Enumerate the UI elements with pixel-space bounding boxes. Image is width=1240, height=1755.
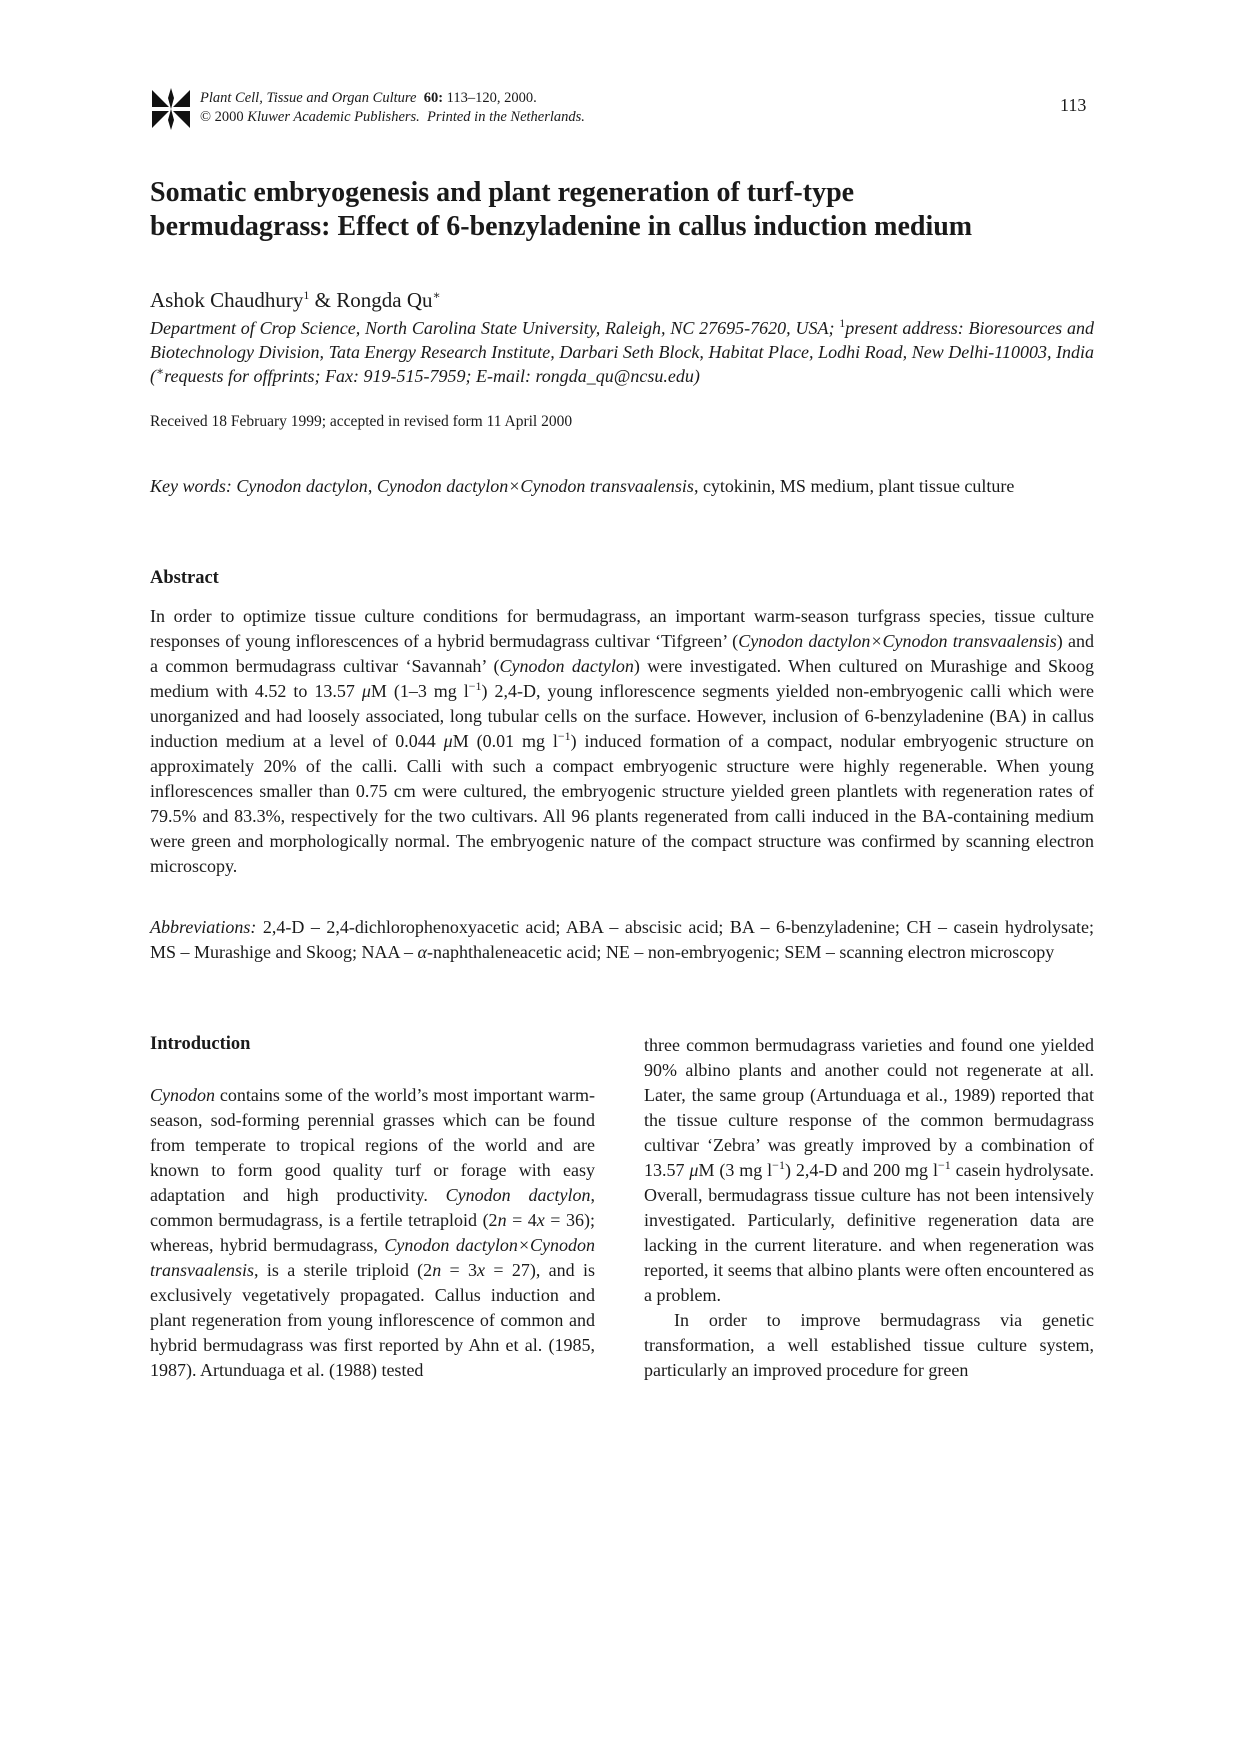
author-1-footnote: 1	[303, 288, 310, 302]
affiliation	[150, 316, 1094, 388]
abstract-species-2: Cynodon dactylon	[499, 656, 634, 676]
author-2: Rongda Qu	[336, 288, 433, 312]
title-line-2: bermudagrass: Effect of 6-benzyladenine in callus induction medium	[150, 211, 973, 242]
journal-line-1	[200, 89, 585, 108]
paragraph: In order to improve bermudagrass via genetic transformation, a well established tissue culture system, particularly an improved procedure for green	[644, 1310, 1094, 1380]
text-run: = 36); whereas, hybrid bermudagrass,	[150, 1210, 595, 1255]
affiliation-requests: requests for offprints; Fax: 919-515-7959; E-mail: rongda_qu@ncsu.edu)	[164, 366, 700, 386]
affiliation-sup: 1	[839, 316, 846, 330]
body-column-left	[150, 1083, 595, 1383]
affiliation-main: Department of Crop Science, North Carolina State University, Raleigh, NC 27695-7620, USA;	[150, 318, 835, 338]
introduction-heading: Introduction	[150, 1034, 251, 1054]
abstract-part: ) induced formation of a compact, nodular embryogenic structure on approximately 20% of the calli. Calli with such a compact embryogenic structure were highly regenerable. When young inflorescences smaller than 0.75 cm were cultured, the embryogenic structure yielded green plantlets with regeneration rates of 79.5% and 83.3%, respectively for the two cultivars. All 96 plants regenerated from calli induced in the BA-containing medium were green and morphologically normal. The embryogenic nature of the compact structure was confirmed by scanning electron microscopy.	[150, 731, 1094, 876]
copyright-year: 2000	[214, 109, 244, 125]
author-separator: &	[309, 288, 337, 312]
keyword-1: Cynodon dactylon	[236, 476, 368, 496]
math-mu: μ	[689, 1160, 699, 1180]
abstract-part: ) and a common bermudagrass cultivar ‘Savannah’ (	[150, 631, 1095, 676]
abstract-part: M (1–3 mg l	[370, 681, 469, 701]
superscript: −1	[772, 1158, 785, 1172]
abstract-part: In order to optimize tissue culture conditions for bermudagrass, an important warm-season turfgrass species, tissue culture responses of young inflorescences of a hybrid bermudagrass cultivar ‘Tifgreen’ (	[150, 606, 1094, 651]
abstract-sup: −1	[468, 679, 482, 693]
math-var: x	[477, 1260, 486, 1280]
text-run: contains some of the world’s most important warm-season, sod-forming perennial grasses which can be found from temperate to tropical regions of the world and are known to form good quality turf or forage with easy adaptation and high productivity.	[150, 1085, 595, 1205]
keywords: Key words: Cynodon dactylon, Cynodon dactylon×Cynodon transvaalensis, cytokinin, MS medium, plant tissue culture	[150, 476, 1015, 496]
keywords-rest: , cytokinin, MS medium, plant tissue culture	[693, 476, 1015, 496]
text-run: = 4	[506, 1210, 537, 1230]
text-run: three common bermudagrass varieties and found one yielded 90% albino plants and another could not regenerate at all. Later, the same group (Artunduaga et al., 1989) reported that the tissue culture response of the common bermudagrass cultivar ‘Zebra’ was greatly improved by a combination of 13.57	[644, 1035, 1094, 1180]
abbreviations	[150, 915, 1094, 965]
math-var: x	[536, 1210, 545, 1230]
journal-volume: 60:	[423, 90, 444, 106]
author-list	[150, 288, 441, 313]
math-var: n	[497, 1210, 507, 1230]
abstract-part: ) were investigated. When cultured on Murashige and Skoog medium with 4.52 to 13.57	[150, 656, 1094, 701]
keywords-label: Key words:	[150, 476, 232, 496]
abbreviations-alpha: α	[417, 942, 427, 962]
journal-pages: 113–120, 2000.	[446, 90, 537, 106]
text-run: casein hydrolysate. Overall, bermudagrass tissue culture has not been intensively investigated. Particularly, definitive regeneration data are lacking in the current literature. and when regeneration was reported, it seems that albino plants were often encountered as a problem.	[644, 1160, 1094, 1305]
text-run: M (3 mg l	[698, 1160, 773, 1180]
abstract-mu: μ	[443, 731, 453, 751]
abbreviations-part: 2,4-D – 2,4-dichlorophenoxyacetic acid; ABA – abscisic acid; BA – 6-benzyladenine; CH – casein hydrolysate; MS – Murashige and Skoog; NAA –	[150, 917, 1094, 962]
species-name: Cynodon dactylon	[445, 1185, 591, 1205]
abstract-text	[150, 604, 1094, 879]
superscript: −1	[937, 1158, 951, 1172]
page-number: 113	[1060, 95, 1087, 115]
abstract-sup: −1	[557, 729, 571, 743]
abstract-part: M (0.01 mg l	[452, 731, 558, 751]
journal-line-2	[200, 108, 585, 127]
body-column-right	[644, 1033, 1094, 1383]
publisher-name: Kluwer Academic Publishers.	[247, 109, 420, 125]
affiliation-present: present address: Bioresources and Biotechnology Division, Tata Energy Research Institute, Darbari Seth Block, Habitat Place, Lodhi Road, New Delhi-110003, India (	[150, 318, 1094, 386]
abstract-heading: Abstract	[150, 568, 219, 588]
journal-name: Plant Cell, Tissue and Organ Culture	[200, 90, 417, 106]
abbreviations-label: Abbreviations:	[150, 917, 257, 937]
abstract-mu: μ	[361, 681, 371, 701]
paragraph	[150, 1083, 595, 1383]
text-run: = 27), and is exclusively vegetatively propagated. Callus induction and plant regeneration from young inflorescence of common and hybrid bermudagrass was first reported by Ahn et al. (1985, 1987). Artunduaga et al. (1988) tested	[150, 1260, 596, 1380]
paragraph	[644, 1033, 1094, 1308]
affiliation-star: ∗	[156, 364, 165, 378]
author-1: Ashok Chaudhury	[150, 288, 304, 312]
text-run: , is a sterile triploid (2	[254, 1260, 433, 1280]
text-run: ) 2,4-D and 200 mg l	[784, 1160, 938, 1180]
abbreviations-part: -naphthaleneacetic acid; NE – non-embryogenic; SEM – scanning electron microscopy	[426, 942, 1055, 962]
text-run: = 3	[441, 1260, 478, 1280]
printed-in: Printed in the Netherlands.	[427, 109, 585, 125]
species-name: Cynodon dactylon×Cynodon transvaalensis	[150, 1235, 595, 1280]
keyword-2: Cynodon dactylon×Cynodon transvaalensis	[376, 476, 694, 496]
title-line-1: Somatic embryogenesis and plant regeneration of turf-type	[150, 177, 855, 208]
text-run: , common bermudagrass, is a fertile tetraploid (2	[150, 1185, 595, 1230]
copyright-symbol: ©	[200, 109, 212, 125]
paper-title	[150, 176, 1090, 244]
abstract-species-1: Cynodon dactylon×Cynodon transvaalensis	[738, 631, 1057, 651]
math-var: n	[432, 1260, 442, 1280]
publisher-logo	[150, 88, 192, 130]
species-name: Cynodon	[150, 1085, 215, 1105]
received-dates: Received 18 February 1999; accepted in revised form 11 April 2000	[150, 413, 573, 430]
journal-citation	[200, 89, 585, 127]
author-2-footnote: ∗	[432, 288, 441, 302]
abstract-part: ) 2,4-D, young inflorescence segments yielded non-embryogenic calli which were unorganized and had loosely associated, long tubular cells on the surface. However, inclusion of 6-benzyladenine (BA) in callus induction medium at a level of 0.044	[150, 681, 1094, 751]
